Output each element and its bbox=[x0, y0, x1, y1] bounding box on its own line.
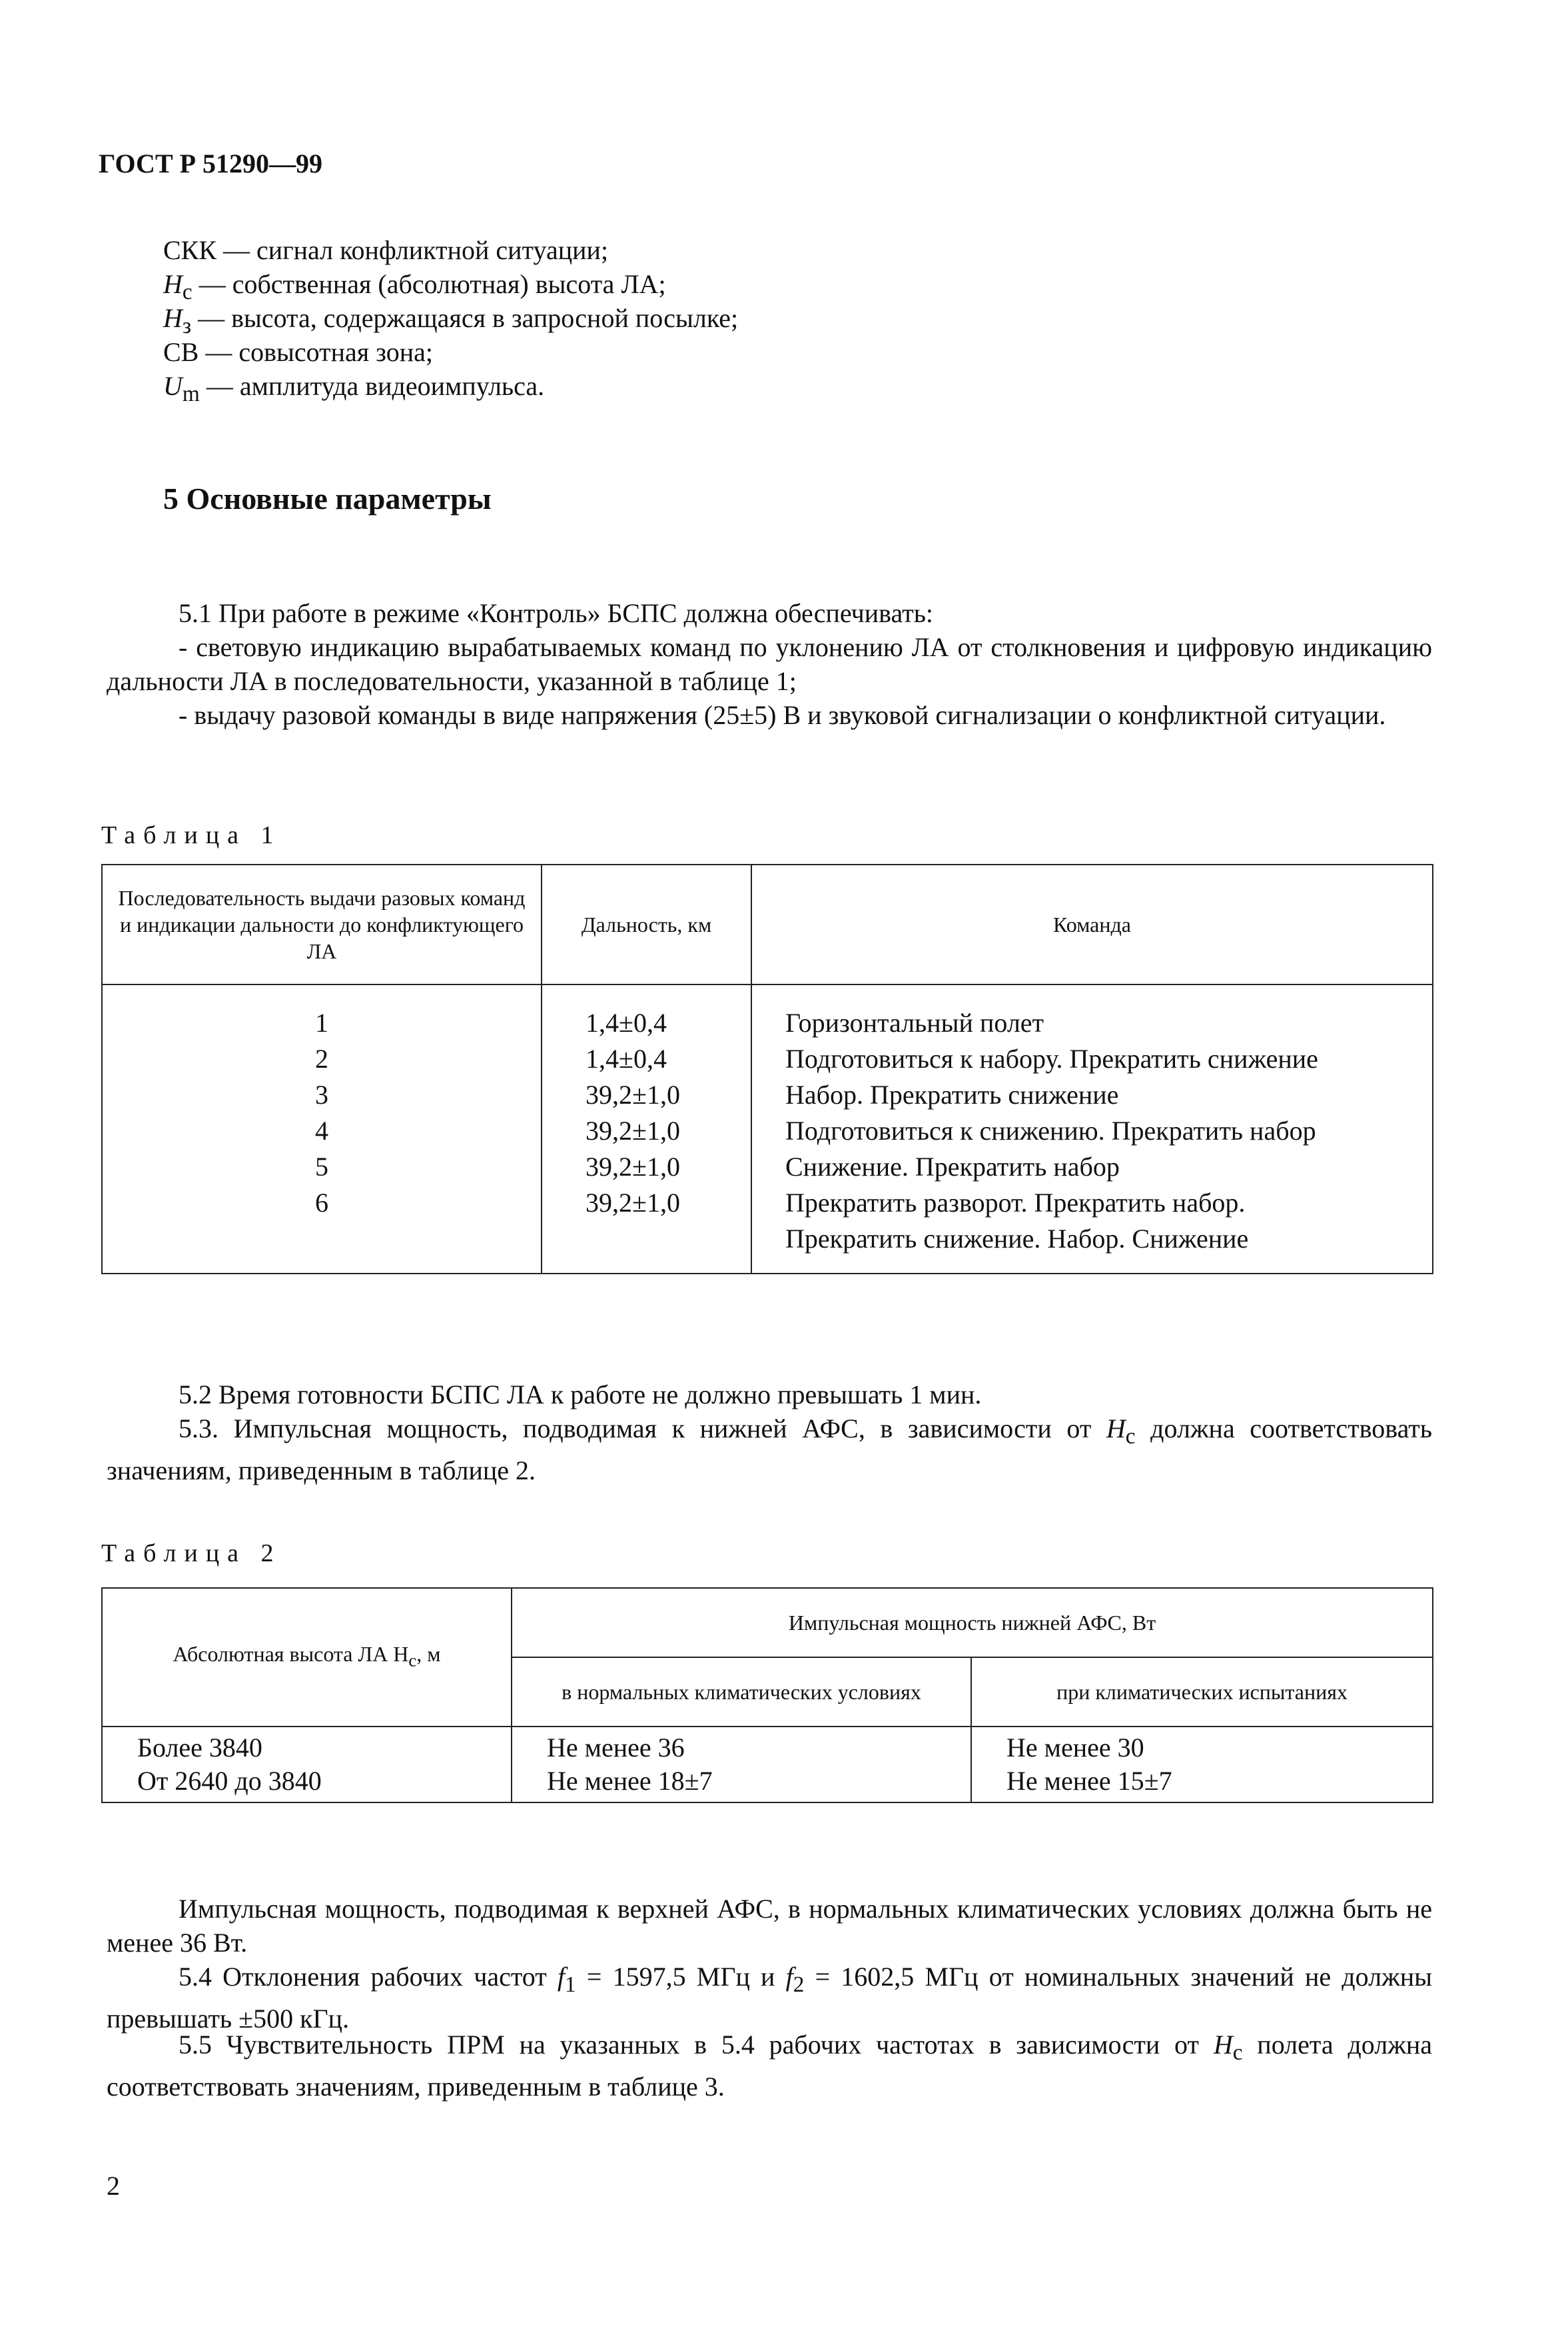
table-row bbox=[102, 1727, 1433, 1802]
table1-cell-number: 3 bbox=[102, 1077, 542, 1113]
text-span: 5.5 Чувствительность ПРМ на указанных в 5.4 рабочих частотах в зависимости от bbox=[179, 2030, 1214, 2060]
table2-cell-altitude bbox=[102, 1727, 512, 1802]
table1-caption: Таблица 1 bbox=[101, 821, 282, 849]
abbreviation-item bbox=[163, 335, 433, 369]
table-row bbox=[102, 1077, 1433, 1113]
table2-header-altitude bbox=[102, 1588, 512, 1727]
paragraph-5-5 bbox=[107, 2028, 1432, 2104]
abbr-definition: — сигнал конфликтной ситуации; bbox=[216, 235, 609, 265]
text-span: = 1602,5 МГц от номинальных значений не должны превышать ±500 кГц. bbox=[107, 1962, 1433, 2034]
abbr-subscript: с bbox=[182, 280, 193, 304]
table1-cell-distance: 39,2±1,0 bbox=[542, 1185, 751, 1274]
table-row bbox=[102, 1113, 1433, 1149]
table1-cell-distance: 1,4±0,4 bbox=[542, 984, 751, 1041]
table2-header-climatic: при климатических испытаниях bbox=[971, 1657, 1433, 1727]
symbol-f: f bbox=[785, 1962, 793, 1992]
cell-line: Более 3840 bbox=[137, 1733, 262, 1762]
table1-cell-distance: 39,2±1,0 bbox=[542, 1149, 751, 1185]
table1-cell-command: Подготовиться к снижению. Прекратить набор bbox=[751, 1113, 1433, 1149]
symbol-h: H bbox=[1106, 1413, 1126, 1443]
paragraph-5-3 bbox=[107, 1411, 1432, 1487]
text-span: = 1597,5 МГц и bbox=[576, 1962, 786, 1992]
symbol-h: H bbox=[1213, 2030, 1233, 2060]
paragraph-5-1: 5.1 При работе в режиме «Контроль» БСПС должна обеспечивать: bbox=[179, 598, 934, 628]
table1-cell-command bbox=[751, 1185, 1433, 1274]
table1-cell-command: Горизонтальный полет bbox=[751, 984, 1433, 1041]
table1-command-line: Прекратить разворот. Прекратить набор. bbox=[785, 1188, 1246, 1218]
cell-line: Не менее 30 bbox=[1006, 1733, 1144, 1762]
subscript: 1 bbox=[565, 1972, 576, 1997]
table1-cell-distance: 1,4±0,4 bbox=[542, 1041, 751, 1077]
symbol-f: f bbox=[557, 1962, 566, 1992]
abbreviation-item bbox=[163, 233, 608, 267]
subscript: с bbox=[408, 1650, 417, 1671]
table1-cell-distance: 39,2±1,0 bbox=[542, 1077, 751, 1113]
table1-cell-number: 2 bbox=[102, 1041, 542, 1077]
table1-cell-number: 6 bbox=[102, 1185, 542, 1274]
text-span: должна соответствовать значениям, приведенным в таблице 2. bbox=[107, 1413, 1433, 1485]
table1-header-sequence: Последовательность выдачи разовых команд и индикации дальности до конфликтующего ЛА bbox=[102, 865, 542, 984]
table2-cell-normal bbox=[512, 1727, 971, 1802]
cell-line: Не менее 18±7 bbox=[547, 1766, 713, 1796]
document-header: ГОСТ Р 51290—99 bbox=[99, 149, 323, 179]
table1-cell-command: Набор. Прекратить снижение bbox=[751, 1077, 1433, 1113]
table-row bbox=[102, 1149, 1433, 1185]
table1-cell-number: 5 bbox=[102, 1149, 542, 1185]
cell-line: От 2640 до 3840 bbox=[137, 1766, 322, 1796]
table1-command-line: Прекратить снижение. Набор. Снижение bbox=[785, 1224, 1249, 1254]
paragraph-5-4 bbox=[107, 1960, 1432, 2036]
abbr-symbol: СВ bbox=[163, 337, 199, 367]
header-unit: , м bbox=[416, 1642, 441, 1667]
subscript: 2 bbox=[793, 1972, 805, 1997]
abbreviation-item bbox=[163, 369, 544, 411]
abbr-definition: — амплитуда видеоимпульса. bbox=[199, 371, 545, 401]
table1-cell-number: 4 bbox=[102, 1113, 542, 1149]
cell-line: Не менее 15±7 bbox=[1006, 1766, 1172, 1796]
abbr-symbol: СКК bbox=[163, 235, 217, 265]
table-1 bbox=[101, 864, 1433, 1274]
paragraph-5-1-item-a: - световую индикацию вырабатываемых команд по уклонению ЛА от столкновения и цифровую индикацию дальности ЛА в последовательности, указанной в таблице 1; bbox=[107, 632, 1432, 696]
abbr-definition: — совысотная зона; bbox=[198, 337, 433, 367]
cell-line: Не менее 36 bbox=[547, 1733, 685, 1762]
abbr-subscript: m bbox=[182, 382, 200, 406]
table1-header-command: Команда bbox=[751, 865, 1433, 984]
table2-caption: Таблица 2 bbox=[101, 1539, 282, 1567]
table2-header-power: Импульсная мощность нижней АФС, Вт bbox=[512, 1588, 1433, 1657]
table1-cell-distance: 39,2±1,0 bbox=[542, 1113, 751, 1149]
abbr-symbol: H bbox=[163, 269, 183, 299]
table-row bbox=[102, 984, 1433, 1041]
table-row bbox=[102, 1041, 1433, 1077]
paragraph-5-2: 5.2 Время готовности БСПС ЛА к работе не должно превышать 1 мин. bbox=[179, 1379, 982, 1409]
abbr-definition: — высота, содержащаяся в запросной посылке; bbox=[191, 303, 739, 333]
abbr-symbol: U bbox=[163, 371, 183, 401]
subscript: с bbox=[1232, 2040, 1243, 2065]
abbr-definition: — собственная (абсолютная) высота ЛА; bbox=[192, 269, 666, 299]
table1-cell-number: 1 bbox=[102, 984, 542, 1041]
section-title: 5 Основные параметры bbox=[163, 482, 492, 516]
abbr-symbol: H bbox=[163, 303, 183, 333]
paragraph-upper-afs: Импульсная мощность, подводимая к верхней АФС, в нормальных климатических условиях должна быть не менее 36 Вт. bbox=[107, 1894, 1432, 1958]
header-text: Абсолютная высота ЛА H bbox=[173, 1642, 409, 1667]
text-span: 5.3. Импульсная мощность, подводимая к нижней АФС, в зависимости от bbox=[179, 1413, 1106, 1443]
table1-cell-command: Снижение. Прекратить набор bbox=[751, 1149, 1433, 1185]
table1-cell-command: Подготовиться к набору. Прекратить снижение bbox=[751, 1041, 1433, 1077]
table2-cell-climatic bbox=[971, 1727, 1433, 1802]
table2-header-normal: в нормальных климатических условиях bbox=[512, 1657, 971, 1727]
paragraph-5-1-item-b: - выдачу разовой команды в виде напряжения (25±5) В и звуковой сигнализации о конфликтной ситуации. bbox=[179, 700, 1386, 730]
subscript: с bbox=[1125, 1424, 1136, 1449]
table-2 bbox=[101, 1587, 1433, 1803]
table1-header-distance: Дальность, км bbox=[542, 865, 751, 984]
table-row bbox=[102, 1185, 1433, 1274]
page-number: 2 bbox=[107, 2171, 120, 2201]
text-span: полета должна соответствовать значениям, приведенным в таблице 3. bbox=[107, 2030, 1432, 2102]
abbr-subscript: з bbox=[182, 314, 192, 338]
text-span: 5.4 Отклонения рабочих частот bbox=[179, 1962, 558, 1992]
